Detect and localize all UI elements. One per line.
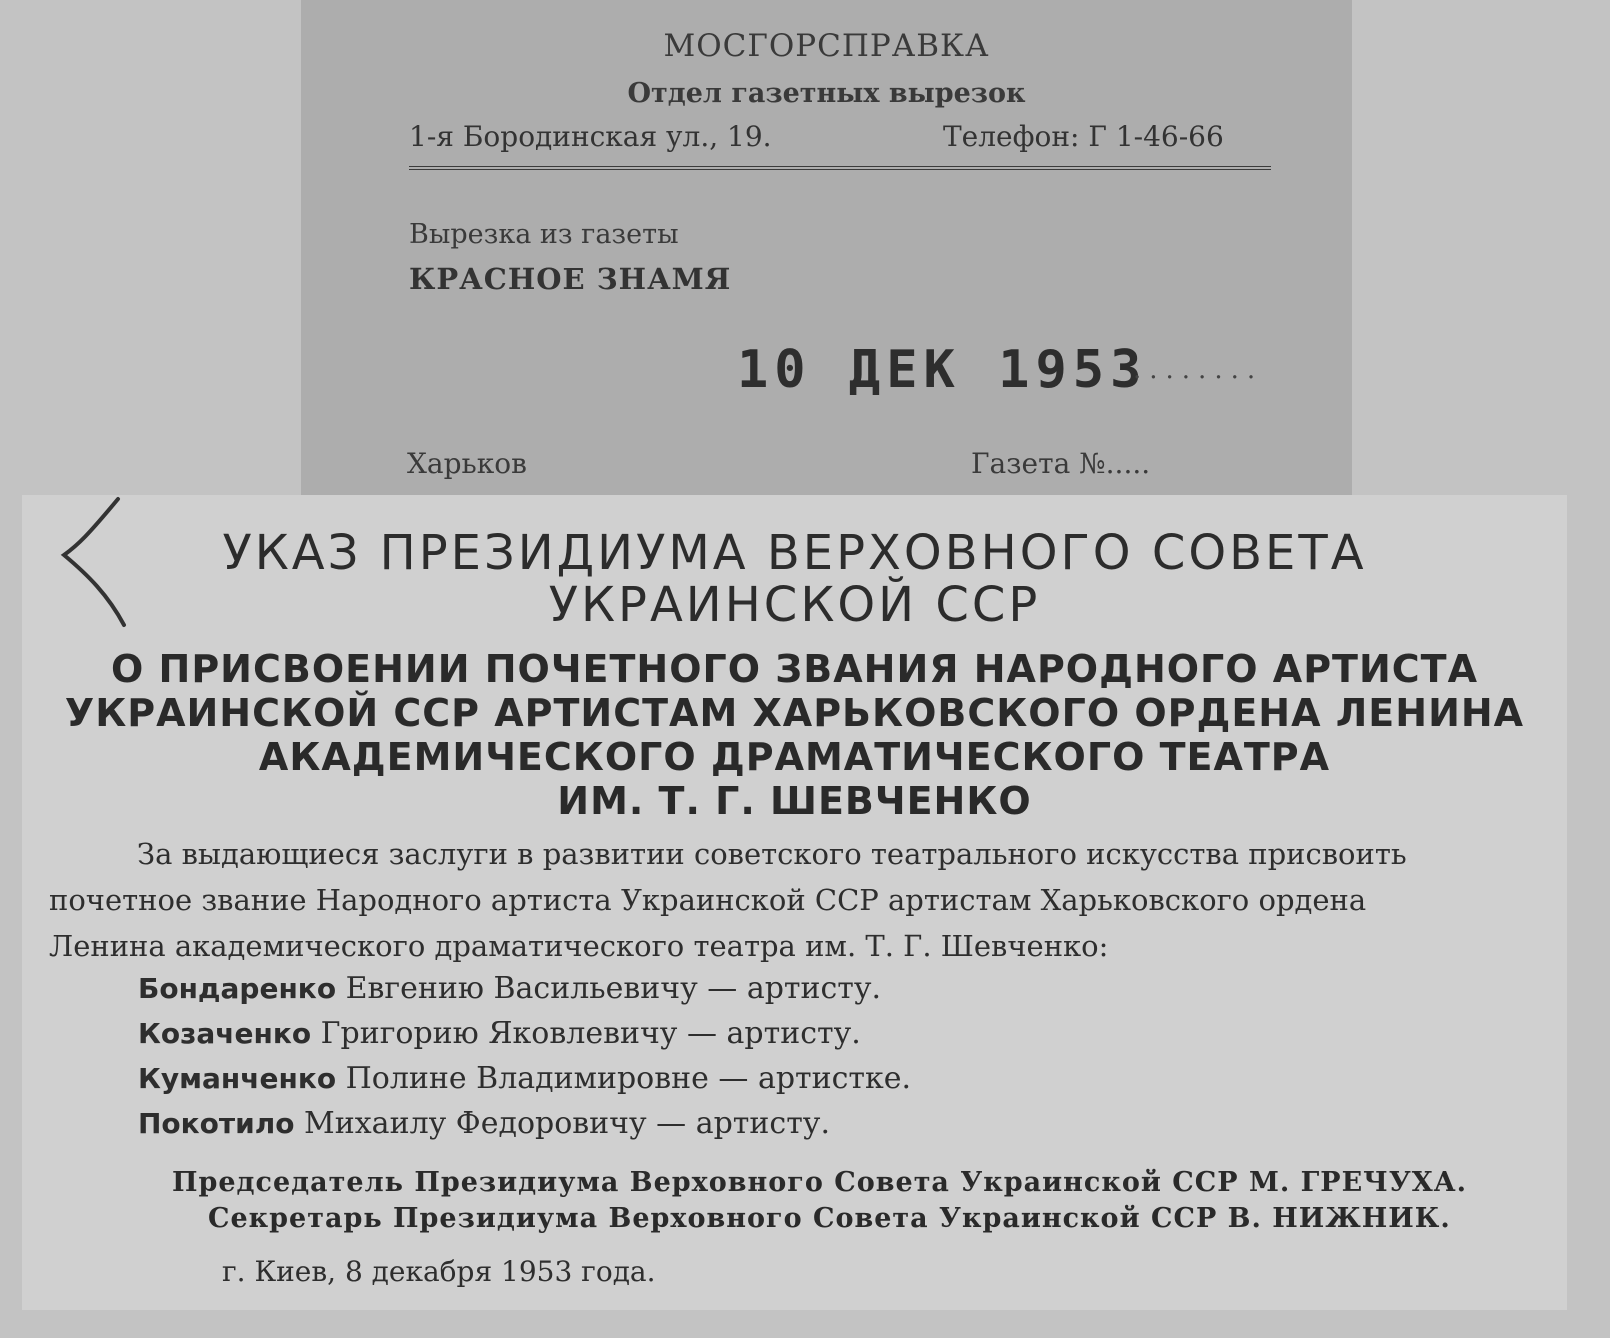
date-fill-dots: ........ <box>1133 355 1264 385</box>
decree-body-line-2: почетное звание Народного артиста Украинской ССР артистам Харьковского ордена <box>49 883 1367 917</box>
decree-subtitle-line-1: О ПРИСВОЕНИИ ПОЧЕТНОГО ЗВАНИЯ НАРОДНОГО АРТИСТА <box>110 647 1479 691</box>
clipping-service-label <box>301 0 1352 500</box>
date-stamp: 10 ДЕК 1953 <box>737 340 1148 400</box>
awardee-row <box>138 1106 830 1141</box>
city-label: Харьков <box>407 447 527 480</box>
newspaper-name: КРАСНОЕ ЗНАМЯ <box>409 262 732 296</box>
decree-body-line-1: За выдающиеся заслуги в развитии советского театрального искусства присвоить <box>137 837 1407 871</box>
awardee-surname: Покотило <box>138 1107 295 1140</box>
awardee-details: Полине Владимировне — артистке. <box>336 1061 912 1096</box>
cutting-from-label: Вырезка из газеты <box>409 219 679 250</box>
issue-number-label: Газета №..... <box>971 447 1151 480</box>
awardee-surname: Бондаренко <box>138 972 337 1005</box>
agency-phone: Телефон: Г 1-46-66 <box>943 120 1224 153</box>
decree-subtitle-line-2: УКРАИНСКОЙ ССР АРТИСТАМ ХАРЬКОВСКОГО ОРДЕНА ЛЕНИНА <box>64 691 1525 735</box>
awardee-details: Григорию Яковлевичу — артисту. <box>311 1016 861 1051</box>
awardee-row <box>138 971 881 1006</box>
decree-title-line-2: УКРАИНСКОЙ ССР <box>548 577 1041 633</box>
awardee-details: Евгению Васильевичу — артисту. <box>336 971 882 1006</box>
awardee-surname: Козаченко <box>138 1017 312 1050</box>
decree-subtitle-line-4: ИМ. Т. Г. ШЕВЧЕНКО <box>557 779 1032 823</box>
header-rule <box>409 166 1271 170</box>
awardee-row <box>138 1061 911 1096</box>
decree-subtitle-line-3: АКАДЕМИЧЕСКОГО ДРАМАТИЧЕСКОГО ТЕАТРА <box>258 735 1331 779</box>
secretary-signature: Секретарь Президиума Верховного Совета Украинской ССР В. НИЖНИК. <box>208 1203 1451 1234</box>
department-name: Отдел газетных вырезок <box>627 78 1026 109</box>
place-and-date: г. Киев, 8 декабря 1953 года. <box>222 1255 656 1288</box>
agency-name: МОСГОРСПРАВКА <box>663 28 990 64</box>
awardee-details: Михаилу Федоровичу — артисту. <box>294 1106 830 1141</box>
chairman-signature: Председатель Президиума Верховного Совета Украинской ССР М. ГРЕЧУХА. <box>172 1167 1468 1198</box>
agency-address: 1-я Бородинская ул., 19. <box>409 120 772 153</box>
decree-body-line-3: Ленина академического драматического театра им. Т. Г. Шевченко: <box>49 929 1109 963</box>
awardee-surname: Куманченко <box>138 1062 337 1095</box>
awardee-row <box>138 1016 861 1051</box>
newspaper-clipping <box>22 495 1567 1310</box>
decree-title-line-1: УКАЗ ПРЕЗИДИУМА ВЕРХОВНОГО СОВЕТА <box>222 525 1367 581</box>
